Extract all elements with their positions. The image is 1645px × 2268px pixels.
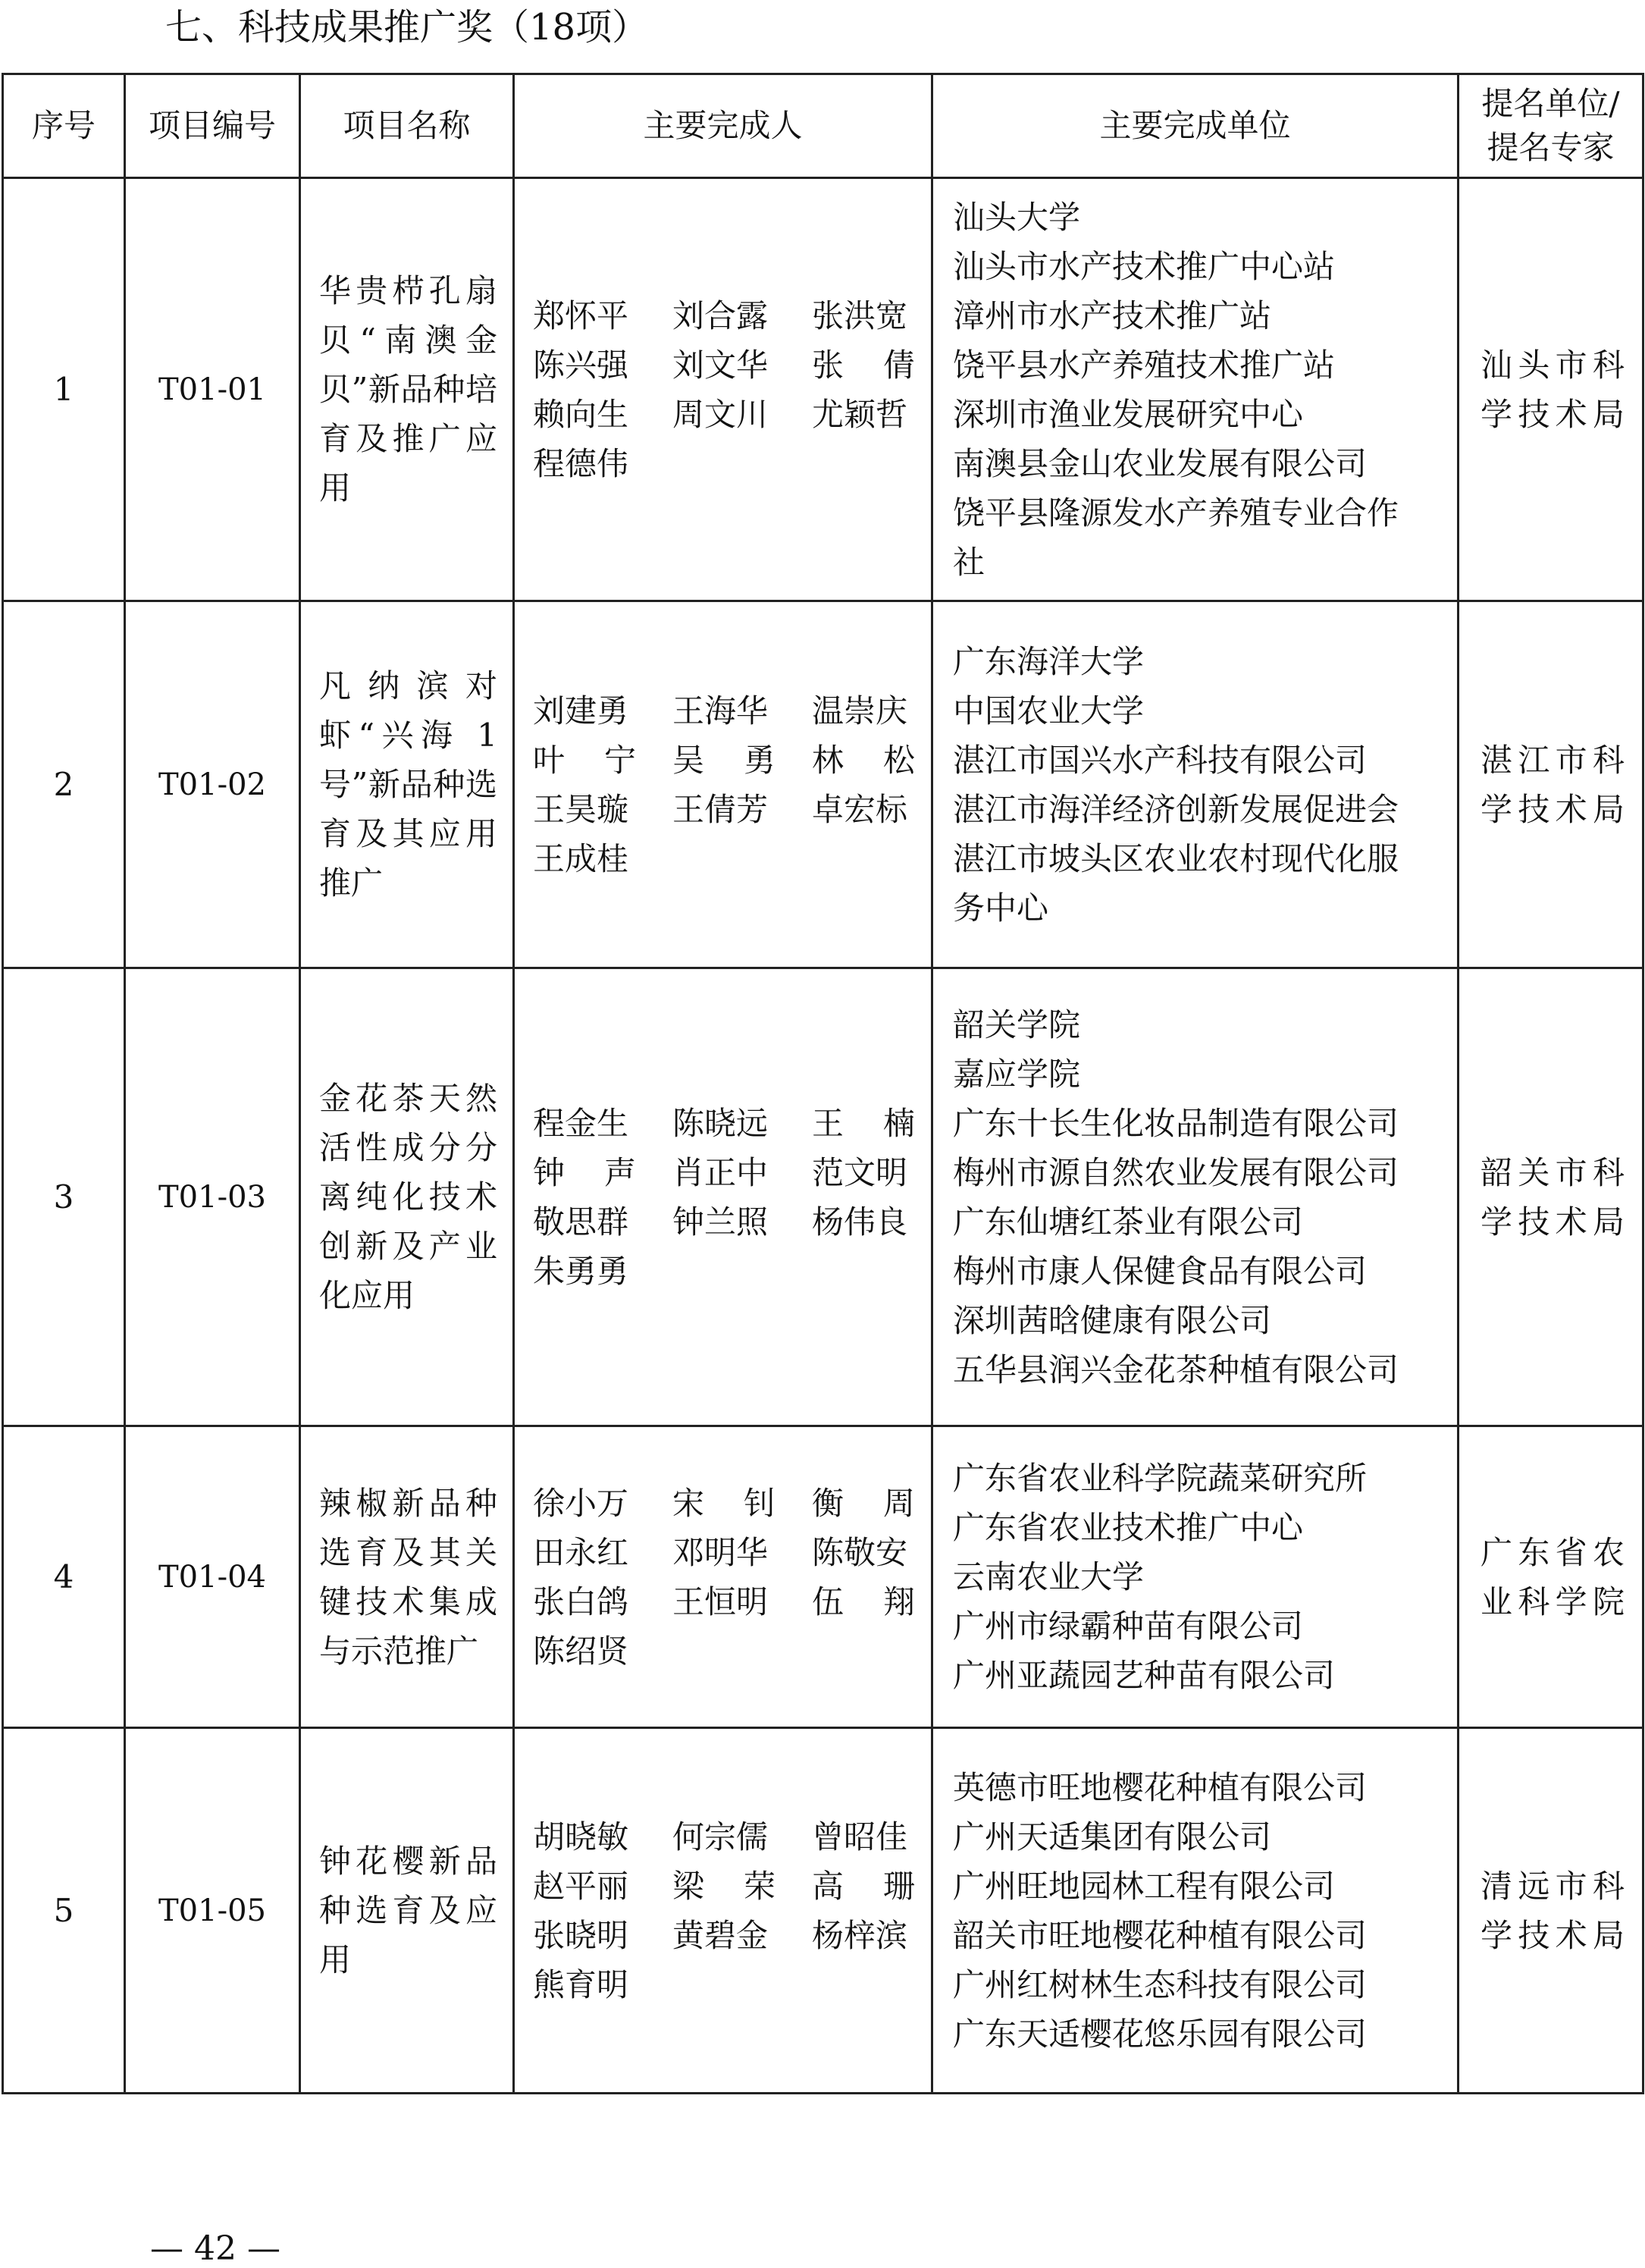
person-name [533,1911,672,1960]
person-name-text: 曾昭佳 [812,1818,908,1855]
person-name-text: 张洪宽 [812,296,908,334]
table-row [3,1728,1643,2094]
nominator-char: 韶 [1480,1153,1513,1191]
row-people [514,601,932,968]
person-name-text: 王海华 [672,692,769,729]
person-name-text: 王成桂 [533,839,629,877]
person-name-char: 吴 [672,741,705,779]
nominator-char: 学 [1555,1583,1587,1620]
person-name-text [672,1862,776,1911]
person-name-char: 林 [812,741,844,779]
people-grid [533,686,914,883]
nominator-char: 农 [1592,1533,1625,1571]
person-name-text: 尤颖哲 [812,395,908,433]
person-name [672,1197,812,1247]
row-units [932,1426,1459,1728]
person-name-char: 钟 [533,1153,566,1191]
person-name [533,291,672,340]
header-people: 主要完成人 [514,74,932,178]
nominator-char: 技 [1518,395,1550,433]
page-number: — 42 — [150,2229,280,2268]
person-name [533,1862,672,1911]
person-name [812,1479,920,1528]
unit-name: 广州亚蔬园艺种苗有限公司 [953,1657,1336,1694]
person-name [533,1960,672,2009]
nominator-line [1480,736,1625,785]
person-name [812,390,920,439]
people-grid [533,291,914,488]
person-name-text: 赵平丽 [533,1867,629,1905]
person-name-text [672,736,776,785]
nominator-line [1480,785,1625,834]
unit-name: 汕头大学 [953,198,1081,236]
person-name [533,1148,672,1197]
person-name-text: 徐小万 [533,1484,629,1522]
nominator-char: 省 [1555,1533,1587,1571]
person-name-text: 朱勇勇 [533,1252,629,1290]
unit-name: 梅州市源自然农业发展有限公司 [953,1153,1399,1191]
person-name [672,736,812,785]
person-name-char: 翔 [882,1583,915,1620]
person-name [672,686,812,736]
unit-name: 广东天适樱花悠乐园有限公司 [953,2015,1368,2053]
row-nominator [1459,1728,1643,2094]
unit-name: 梅州市康人保健食品有限公司 [953,1252,1368,1290]
unit-name: 云南农业大学 [953,1558,1145,1595]
person-name [533,785,672,834]
person-name [533,1479,672,1528]
person-name-char: 宁 [603,741,636,779]
person-name [533,1197,672,1247]
person-name [533,834,672,883]
table-header-row [3,74,1643,178]
nominator-char: 学 [1480,1916,1513,1954]
person-name-text: 张白鸽 [533,1583,629,1620]
person-name-text: 陈晓远 [672,1104,769,1142]
person-name-char: 衡 [812,1484,844,1522]
person-name-char: 珊 [882,1867,915,1905]
person-name [812,1528,920,1577]
nominator-char: 市 [1555,1153,1587,1191]
nominator-char: 科 [1592,1153,1625,1191]
unit-name: 广州旺地园林工程有限公司 [953,1867,1336,1905]
nominator-line [1480,390,1625,439]
row-project-name: 金花茶天然活性成分分离纯化技术创新及产业化应用 [300,968,514,1426]
person-name-text: 胡晓敏 [533,1818,629,1855]
person-name-char: 勇 [743,741,776,779]
unit-name: 深圳市渔业发展研究中心 [953,395,1304,433]
person-name-text [812,340,915,390]
person-name-text: 钟兰照 [672,1203,769,1241]
person-name-text: 程金生 [533,1104,629,1142]
person-name-char: 钊 [743,1484,776,1522]
unit-name: 漳州市水产技术推广站 [953,296,1272,334]
person-name-text: 程德伟 [533,444,629,482]
person-name-char: 王 [812,1104,844,1142]
person-name-text [812,1099,915,1148]
person-name-text [812,1577,915,1626]
person-name-char: 荣 [743,1867,776,1905]
nominator-char: 局 [1592,790,1625,828]
person-name-text: 张晓明 [533,1916,629,1954]
row-people [514,1728,932,2094]
nominator-char: 术 [1555,1916,1587,1954]
nominator-char: 技 [1518,790,1550,828]
unit-name: 湛江市国兴水产科技有限公司 [953,741,1368,779]
row-project-name: 辣椒新品种选育及其关键技术集成与示范推广 [300,1426,514,1728]
nominator-char: 学 [1480,1203,1513,1241]
table-row [3,968,1643,1426]
unit-name: 广东海洋大学 [953,642,1145,680]
section-heading: 七、科技成果推广奖（18项） [165,6,649,49]
nominator-char: 局 [1592,1203,1625,1241]
header-index: 序号 [3,74,125,178]
person-name [812,1812,920,1862]
nominator-char: 科 [1518,1583,1550,1620]
unit-name: 韶关市旺地樱花种植有限公司 [953,1916,1368,1954]
person-name [533,1099,672,1148]
row-index: 3 [3,968,125,1426]
person-name-text: 何宗儒 [672,1818,769,1855]
nominator-line [1480,1197,1625,1247]
row-people [514,968,932,1426]
nominator-char: 局 [1592,1916,1625,1954]
row-index: 5 [3,1728,125,2094]
row-nominator [1459,178,1643,601]
person-name [672,1577,812,1626]
person-name-char: 张 [812,346,844,384]
person-name-text: 范文明 [812,1153,908,1191]
person-name-text: 郑怀平 [533,296,629,334]
person-name-char: 伍 [812,1583,844,1620]
person-name-text: 刘合露 [672,296,769,334]
unit-name: 韶关学院 [953,1005,1081,1043]
person-name [672,291,812,340]
person-name-text: 邓明华 [672,1533,769,1571]
nominator-char: 术 [1555,1203,1587,1241]
header-nominator-line1: 提名单位/ [1481,85,1620,122]
people-grid [533,1479,914,1676]
unit-name: 湛江市海洋经济创新发展促进会 [953,790,1399,828]
person-name [533,1247,672,1296]
row-nominator [1459,601,1643,968]
person-name-text [812,736,915,785]
row-project-name: 华贵栉孔扇贝“南澳金贝”新品种培育及推广应用 [300,178,514,601]
person-name-char: 声 [603,1153,636,1191]
row-nominator [1459,968,1643,1426]
table-body [3,178,1643,2094]
nominator-char: 江 [1518,741,1550,779]
row-code: T01-02 [125,601,300,968]
person-name-text: 王恒明 [672,1583,769,1620]
header-code: 项目编号 [125,74,300,178]
person-name-char: 松 [882,741,915,779]
nominator-char: 院 [1592,1583,1625,1620]
person-name-text [812,1862,915,1911]
unit-name: 饶平县水产养殖技术推广站 [953,346,1336,384]
people-grid [533,1099,914,1296]
person-name [812,1577,920,1626]
nominator-char: 科 [1592,1867,1625,1905]
header-nominator-line2: 提名专家 [1487,129,1615,166]
nominator-char: 市 [1555,1867,1587,1905]
person-name-char: 倩 [882,346,915,384]
person-name [672,340,812,390]
person-name-text: 刘建勇 [533,692,629,729]
person-name-text [533,1148,636,1197]
person-name [812,1197,920,1247]
person-name-char: 楠 [882,1104,915,1142]
row-code: T01-05 [125,1728,300,2094]
person-name [812,1148,920,1197]
nominator-char: 科 [1592,346,1625,384]
row-units [932,601,1459,968]
row-units [932,1728,1459,2094]
unit-name: 广州市绿霸种苗有限公司 [953,1608,1304,1645]
nominator-line [1480,340,1625,390]
person-name-text: 田永红 [533,1533,629,1571]
person-name [812,291,920,340]
person-name-text: 陈敬安 [812,1533,908,1571]
row-index: 2 [3,601,125,968]
person-name [533,686,672,736]
person-name-text [533,736,636,785]
person-name [672,1148,812,1197]
person-name-char: 周 [882,1484,915,1522]
person-name-text: 敬思群 [533,1203,629,1241]
person-name-text: 陈绍贤 [533,1632,629,1670]
header-units: 主要完成单位 [932,74,1459,178]
person-name [812,340,920,390]
nominator-line [1480,1577,1625,1626]
header-nominator [1459,74,1643,178]
person-name-text: 杨伟良 [812,1203,908,1241]
row-people [514,178,932,601]
unit-name: 社 [953,543,985,581]
nominator-char: 广 [1480,1533,1513,1571]
person-name [533,1528,672,1577]
unit-name: 广州红树林生态科技有限公司 [953,1965,1368,2003]
nominator-char: 业 [1480,1583,1513,1620]
person-name [812,686,920,736]
person-name [812,1099,920,1148]
unit-name: 英德市旺地樱花种植有限公司 [953,1768,1368,1806]
person-name-text: 王倩芳 [672,790,769,828]
person-name [533,1577,672,1626]
row-units [932,178,1459,601]
person-name [533,736,672,785]
row-people [514,1426,932,1728]
nominator-char: 东 [1518,1533,1550,1571]
person-name-text: 周文川 [672,395,769,433]
row-code: T01-01 [125,178,300,601]
row-code: T01-03 [125,968,300,1426]
unit-name: 嘉应学院 [953,1055,1081,1093]
unit-name: 五华县润兴金花茶种植有限公司 [953,1350,1399,1388]
nominator-char: 学 [1480,790,1513,828]
nominator-char: 术 [1555,790,1587,828]
table-row [3,601,1643,968]
nominator-line [1480,1911,1625,1960]
person-name [812,1862,920,1911]
person-name [672,1812,812,1862]
person-name-char: 宋 [672,1484,705,1522]
nominator-char: 汕 [1480,346,1513,384]
person-name [672,1099,812,1148]
nominator-char: 局 [1592,395,1625,433]
unit-name: 湛江市坡头区农业农村现代化服 [953,839,1399,877]
person-name-text: 熊育明 [533,1965,629,2003]
nominator-char: 技 [1518,1203,1550,1241]
nominator-char: 头 [1518,346,1550,384]
header-name: 项目名称 [300,74,514,178]
unit-name: 南澳县金山农业发展有限公司 [953,444,1368,482]
person-name [672,1479,812,1528]
person-name [533,390,672,439]
person-name [672,1911,812,1960]
person-name-text: 杨梓滨 [812,1916,908,1954]
unit-name: 广州天适集团有限公司 [953,1818,1272,1855]
person-name [812,785,920,834]
unit-name: 汕头市水产技术推广中心站 [953,247,1336,285]
nominator-char: 湛 [1480,741,1513,779]
table-row [3,1426,1643,1728]
person-name-text: 赖向生 [533,395,629,433]
unit-name: 广东仙塘红茶业有限公司 [953,1203,1304,1241]
person-name [812,1911,920,1960]
person-name-text: 陈兴强 [533,346,629,384]
row-index: 4 [3,1426,125,1728]
nominator-line [1480,1528,1625,1577]
nominator-char: 市 [1555,741,1587,779]
nominator-char: 关 [1518,1153,1550,1191]
person-name-text [812,1479,915,1528]
person-name-text: 黄碧金 [672,1916,769,1954]
person-name-char: 叶 [533,741,566,779]
person-name [672,785,812,834]
nominator-char: 技 [1518,1916,1550,1954]
person-name [672,1528,812,1577]
row-project-name: 钟花樱新品种选育及应用 [300,1728,514,2094]
person-name-text: 王昊璇 [533,790,629,828]
person-name [533,340,672,390]
person-name [812,736,920,785]
person-name-text: 肖正中 [672,1153,769,1191]
person-name-char: 梁 [672,1867,705,1905]
people-grid [533,1812,914,2009]
row-units [932,968,1459,1426]
nominator-char: 学 [1480,395,1513,433]
nominator-char: 清 [1480,1867,1513,1905]
person-name [672,1862,812,1911]
unit-name: 广东省农业科学院蔬菜研究所 [953,1460,1368,1497]
table-row [3,178,1643,601]
awards-table [2,73,1644,2094]
unit-name: 广东十长生化妆品制造有限公司 [953,1104,1399,1142]
person-name [533,1812,672,1862]
person-name [533,439,672,488]
row-project-name: 凡纳滨对虾“兴海 1 号”新品种选育及其应用推广 [300,601,514,968]
unit-name: 务中心 [953,889,1049,927]
person-name [533,1626,672,1676]
nominator-line [1480,1148,1625,1197]
person-name-text: 卓宏标 [812,790,908,828]
unit-name: 饶平县隆源发水产养殖专业合作 [953,494,1399,532]
person-name-text: 刘文华 [672,346,769,384]
nominator-char: 远 [1518,1867,1550,1905]
person-name-text: 温崇庆 [812,692,908,729]
unit-name: 深圳茜晗健康有限公司 [953,1301,1272,1339]
unit-name: 中国农业大学 [953,692,1145,729]
person-name [672,390,812,439]
unit-name: 广东省农业技术推广中心 [953,1509,1304,1546]
nominator-char: 科 [1592,741,1625,779]
row-code: T01-04 [125,1426,300,1728]
row-nominator [1459,1426,1643,1728]
nominator-char: 市 [1555,346,1587,384]
nominator-char: 术 [1555,395,1587,433]
person-name-char: 高 [812,1867,844,1905]
person-name-text [672,1479,776,1528]
nominator-line [1480,1862,1625,1911]
row-index: 1 [3,178,125,601]
